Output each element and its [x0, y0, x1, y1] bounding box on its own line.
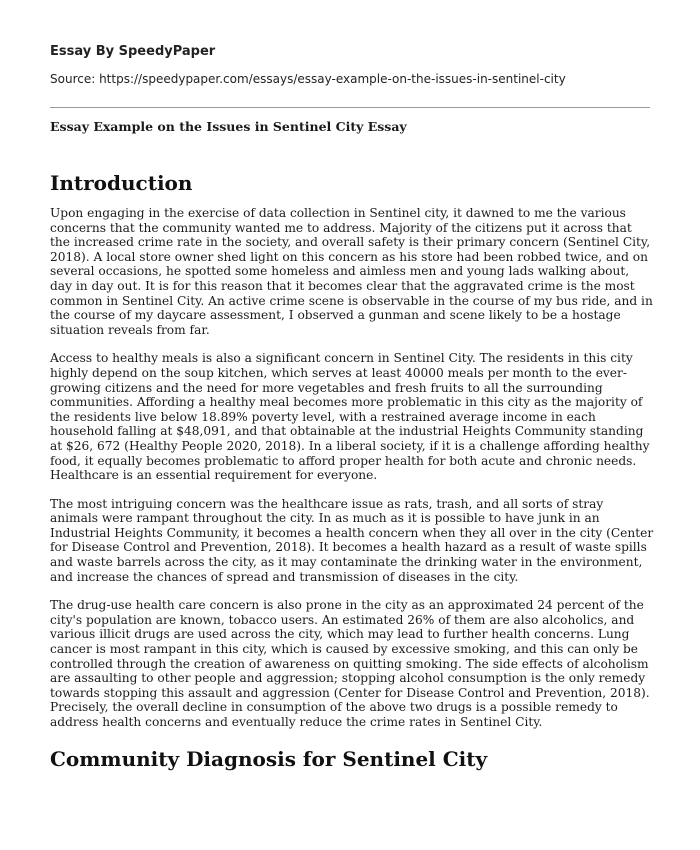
paragraph: The drug-use health care concern is also prone in the city as an approximated 24 percent of the city's population are known, tobacco users. An estimated 26% of them are also alcoholics, and various illicit drugs are used across the city, which may lead to further health concerns. Lung cancer is most rampant in this city, which is caused by excessive smoking, and this can only be controlled through the creation of awareness on quitting smoking. The side effects of alcoholism are assaulting to other people and aggression; stopping alcohol consumption is the only remedy towards stopping this assault and aggression (Center for Disease Control and Prevention, 2018). Precisely, the overall decline in consumption of the above two drugs is a possible remedy to address health concerns and eventually reduce the crime rates in Sentinel City. [50, 598, 650, 729]
paragraph: Access to healthy meals is also a significant concern in Sentinel City. The residents in this city highly depend on the soup kitchen, which serves at least 40000 meals per month to the ever-growing citizens and the need for more vegetables and fresh fruits to all the surrounding communities. Affording a healthy meal becomes more problematic in this city as the majority of the residents live below 18.89% poverty level, with a restrained average income in each household falling at $48,091, and that obtainable at the industrial Heights Community standing at $26, 672 (Healthy People 2020, 2018). In a liberal society, if it is a challenge affording healthy food, it equally becomes problematic to afford proper health for both acute and chronic needs. Healthcare is an essential requirement for everyone. [50, 351, 650, 483]
brand-label: Essay By SpeedyPaper [50, 44, 216, 59]
paragraph: The most intriguing concern was the healthcare issue as rats, trash, and all sorts of stray animals were rampant throughout the city. In as much as it is possible to have junk in an Industrial Heights Community, it becomes a health concern when they all over in the city (Center for Disease Control and Prevention, 2018). It becomes a health hazard as a result of waste spills and waste barrels across the city, as it may contaminate the drinking water in the environment, and increase the chances of spread and transmission of diseases in the city. [50, 496, 654, 584]
essay-body [50, 168, 654, 782]
essay-title: Essay Example on the Issues in Sentinel City Essay [50, 119, 407, 134]
source-link[interactable]: Source: https://speedypaper.com/essays/essay-example-on-the-issues-in-sentinel-city [50, 72, 566, 86]
community-diagnosis-heading: Community Diagnosis for Sentinel City [50, 746, 488, 771]
paragraph: Upon engaging in the exercise of data collection in Sentinel city, it dawned to me the various concerns that the community wanted me to address. Majority of the citizens put it across that the increased crime rate in the society, and overall safety is their primary concern (Sentinel City, 2018). A local store owner shed light on this concern as his store had been robbed twice, and on several occasions, he spotted some homeless and aimless men and young lads walking about, day in day out. It is for this reason that it becomes clear that the aggravated crime is the most common in Sentinel City. An active crime scene is observable in the course of my bus ride, and in the course of my daycare assessment, I observed a gunman and scene likely to be a hostage situation reveals from far. [50, 206, 653, 337]
header-divider [50, 107, 650, 108]
introduction-heading: Introduction [50, 171, 193, 195]
